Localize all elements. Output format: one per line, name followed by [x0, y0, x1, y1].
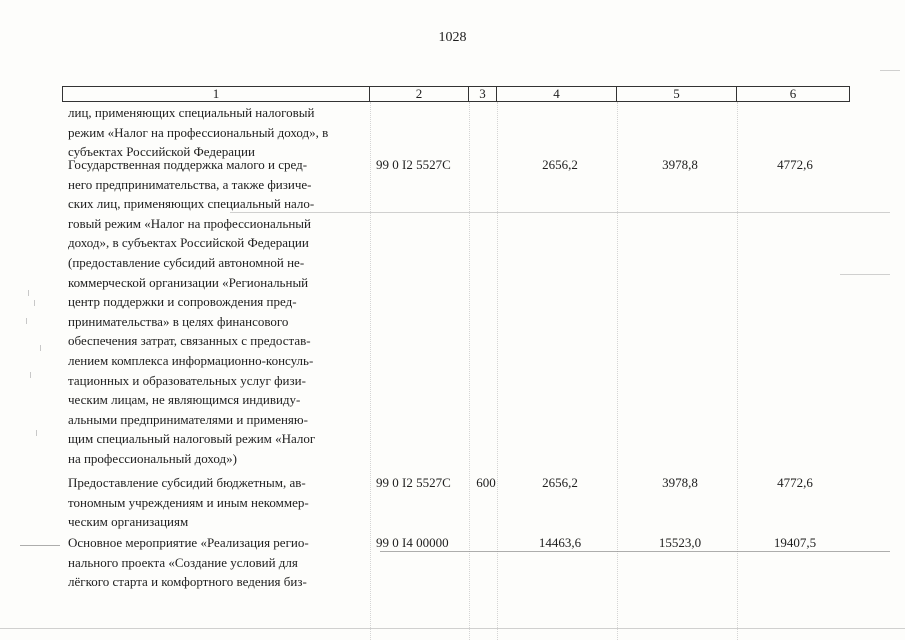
scan-artifact	[34, 300, 35, 306]
scan-artifact	[230, 212, 890, 213]
page-number: 1028	[438, 30, 467, 45]
header-col-4: 4	[497, 87, 617, 101]
header-col-5: 5	[617, 87, 737, 101]
column-divider	[469, 102, 470, 640]
row-vr: 600	[476, 475, 496, 490]
column-divider	[737, 102, 738, 640]
row-value-5: 3978,8	[662, 157, 698, 172]
scan-artifact	[840, 274, 890, 275]
scan-artifact	[36, 430, 37, 436]
scan-artifact	[40, 345, 41, 351]
scan-artifact	[0, 628, 905, 629]
header-col-6: 6	[789, 86, 797, 101]
row-value-5: 3978,8	[662, 475, 698, 490]
row-value-6: 4772,6	[777, 157, 813, 172]
scan-artifact	[380, 551, 890, 552]
row-value-5: 15523,0	[658, 535, 702, 550]
row-value-6: 4772,6	[777, 475, 813, 490]
row-code: 99 0 I2 5527C	[376, 157, 451, 172]
column-divider	[370, 102, 371, 640]
row-description: Государственная поддержка малого и сред- него предпринимательства, а также физиче- ских лиц, применяющих специальный нало- говый режим «Налог на профессиональный доход», в субъектах Российской Федерации (предоставление субсидий автономной не- коммерческой организации «Региональный центр поддержки и сопровождения пред- принимательства» в целях финансового обеспечения затрат, связанных с предостав- лением комплекса информационно-консуль- тационных и образовательных услуг физи- ческим лицам, не являющимся индивиду- альными предпринимателями и применяю- щим специальный налоговый режим «Налог на профессиональный доход»)	[68, 157, 316, 466]
column-divider	[617, 102, 618, 640]
scan-artifact	[26, 318, 27, 324]
row-value-4: 2656,2	[542, 157, 578, 172]
row-description: Основное мероприятие «Реализация регио- нального проекта «Создание условий для лёгкого старта и комфортного ведения биз-	[68, 535, 309, 590]
header-col-1: 1	[63, 87, 370, 101]
row-description: лиц, применяющих специальный налоговый режим «Налог на профессиональный доход», в субъектах Российской Федерации	[68, 105, 329, 160]
row-code: 99 0 I4 00000	[376, 535, 449, 550]
row-description: Предоставление субсидий бюджетным, ав- тономным учреждениям и иным некоммер- ческим организациям	[68, 475, 309, 530]
column-divider	[497, 102, 498, 640]
row-value-4: 14463,6	[538, 535, 582, 550]
scan-artifact	[880, 70, 900, 71]
scan-artifact	[20, 545, 60, 546]
table-header	[62, 86, 850, 102]
row-code: 99 0 I2 5527C	[376, 475, 451, 490]
scan-artifact	[30, 372, 31, 378]
row-value-6: 19407,5	[773, 535, 817, 550]
header-col-2: 2	[370, 87, 469, 101]
header-col-3: 3	[469, 87, 497, 101]
row-value-4: 2656,2	[542, 475, 578, 490]
scan-artifact	[28, 290, 29, 296]
